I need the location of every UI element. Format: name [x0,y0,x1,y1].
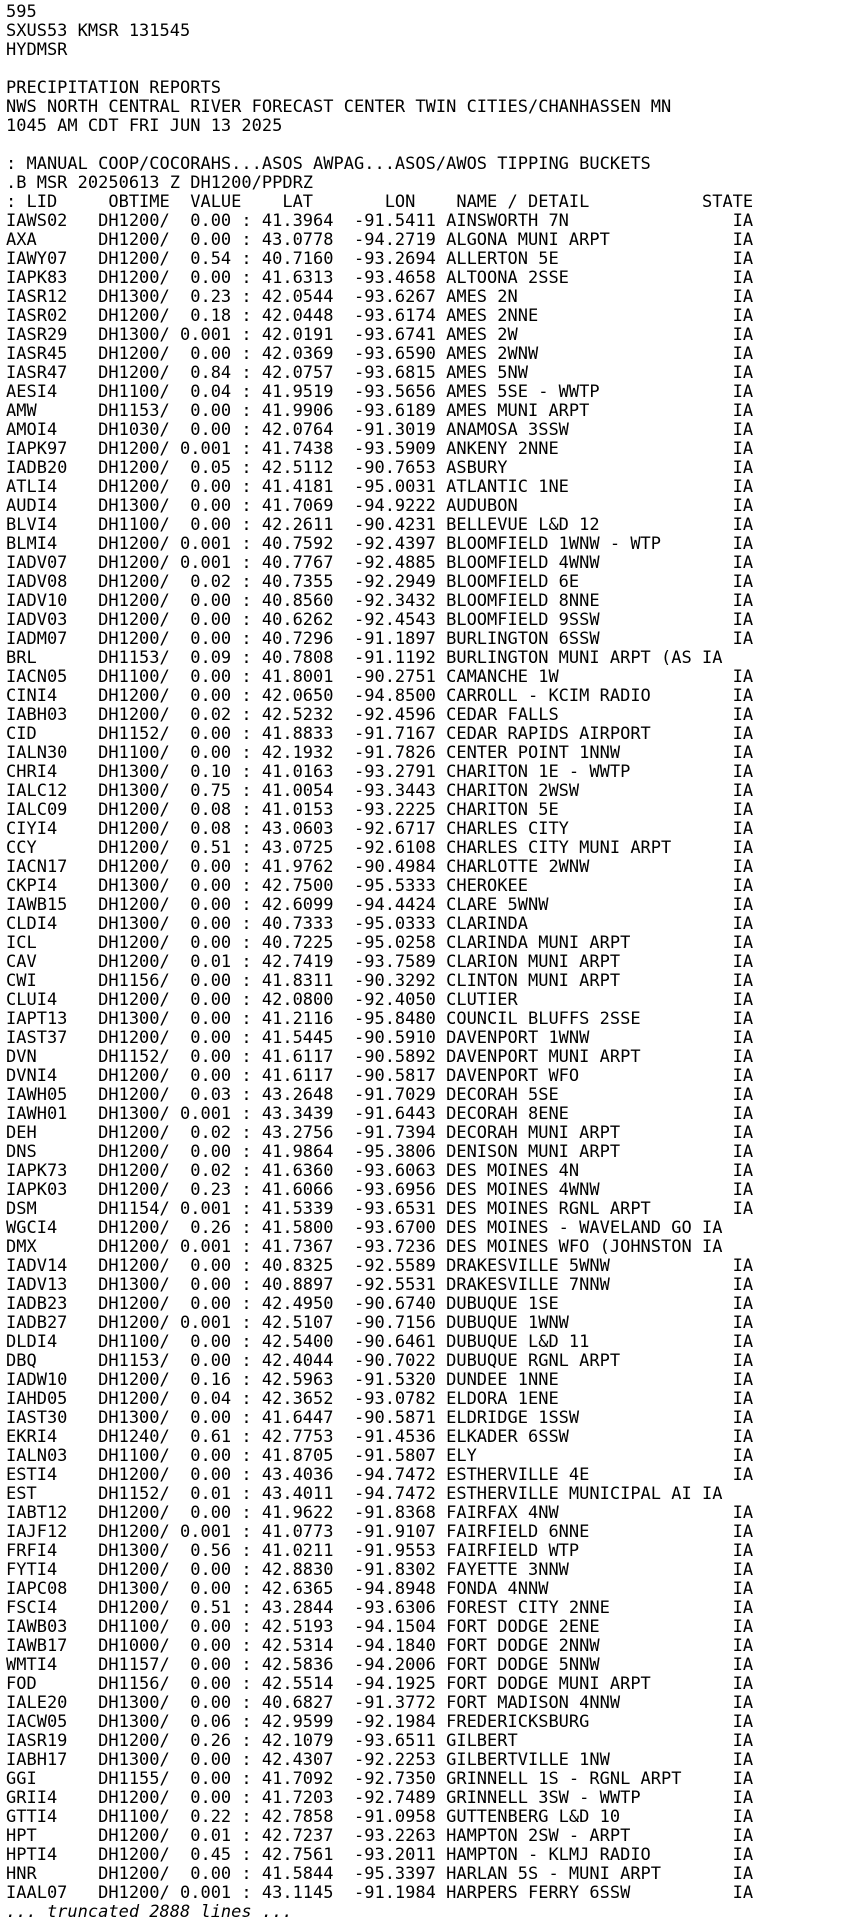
table-row: CKPI4 DH1300/ 0.00 : 42.7500 -95.5333 CHEROKEE IA [6,876,754,896]
table-row: AMOI4 DH1030/ 0.00 : 42.0764 -91.3019 ANAMOSA 3SSW IA [6,420,754,440]
table-row: CAV DH1200/ 0.01 : 42.7419 -93.7589 CLARION MUNI ARPT IA [6,952,754,972]
header-line: 595 [6,2,37,22]
table-row: DMX DH1200/ 0.001 : 41.7367 -93.7236 DES MOINES WFO (JOHNSTON IA [6,1237,723,1257]
table-row: IALE20 DH1300/ 0.00 : 40.6827 -91.3772 FORT MADISON 4NNW IA [6,1693,754,1713]
table-row: IADW10 DH1200/ 0.16 : 42.5963 -91.5320 DUNDEE 1NNE IA [6,1370,754,1390]
table-row: IAWB15 DH1200/ 0.00 : 42.6099 -94.4424 CLARE 5WNW IA [6,895,754,915]
table-row: WGCI4 DH1200/ 0.26 : 41.5800 -93.6700 DES MOINES - WAVELAND GO IA [6,1218,723,1238]
table-row: IADV08 DH1200/ 0.02 : 40.7355 -92.2949 BLOOMFIELD 6E IA [6,572,754,592]
table-row: ATLI4 DH1200/ 0.00 : 41.4181 -95.0031 ATLANTIC 1NE IA [6,477,754,497]
table-row: IACN17 DH1200/ 0.00 : 41.9762 -90.4984 CHARLOTTE 2WNW IA [6,857,754,877]
truncation-note: ... truncated 2888 lines ... [6,1902,293,1922]
table-row: ESTI4 DH1200/ 0.00 : 43.4036 -94.7472 ESTHERVILLE 4E IA [6,1465,754,1485]
table-row: CHRI4 DH1300/ 0.10 : 41.0163 -93.2791 CHARITON 1E - WWTP IA [6,762,754,782]
product-header [6,3,850,212]
table-row: GRII4 DH1200/ 0.00 : 41.7203 -92.7489 GRINNELL 3SW - WWTP IA [6,1788,754,1808]
table-row: IADB27 DH1200/ 0.001 : 42.5107 -90.7156 DUBUQUE 1WNW IA [6,1313,754,1333]
table-row: CLDI4 DH1300/ 0.00 : 40.7333 -95.0333 CLARINDA IA [6,914,754,934]
table-row: IADB23 DH1200/ 0.00 : 42.4950 -90.6740 DUBUQUE 1SE IA [6,1294,754,1314]
table-row: IALN30 DH1100/ 0.00 : 42.1932 -91.7826 CENTER POINT 1NNW IA [6,743,754,763]
table-row: DLDI4 DH1100/ 0.00 : 42.5400 -90.6461 DUBUQUE L&D 11 IA [6,1332,754,1352]
table-row: IALC12 DH1300/ 0.75 : 41.0054 -93.3443 CHARITON 2WSW IA [6,781,754,801]
table-row: IACW05 DH1300/ 0.06 : 42.9599 -92.1984 FREDERICKSBURG IA [6,1712,754,1732]
table-row: IASR47 DH1200/ 0.84 : 42.0757 -93.6815 AMES 5NW IA [6,363,754,383]
table-row: IADV03 DH1200/ 0.00 : 40.6262 -92.4543 BLOOMFIELD 9SSW IA [6,610,754,630]
table-row: GTTI4 DH1100/ 0.22 : 42.7858 -91.0958 GUTTENBERG L&D 10 IA [6,1807,754,1827]
table-row: IAWY07 DH1200/ 0.54 : 40.7160 -93.2694 ALLERTON 5E IA [6,249,754,269]
header-line: : MANUAL COOP/COCORAHS...ASOS AWPAG...ASOS/AWOS TIPPING BUCKETS [6,154,651,174]
column-header-line: : LID OBTIME VALUE LAT LON NAME / DETAIL STATE [6,192,754,212]
table-row: FRFI4 DH1300/ 0.56 : 41.0211 -91.9553 FAIRFIELD WTP IA [6,1541,754,1561]
table-row: DNS DH1200/ 0.00 : 41.9864 -95.3806 DENISON MUNI ARPT IA [6,1142,754,1162]
table-row: HPTI4 DH1200/ 0.45 : 42.7561 -93.2011 HAMPTON - KLMJ RADIO IA [6,1845,754,1865]
table-row: HPT DH1200/ 0.01 : 42.7237 -93.2263 HAMPTON 2SW - ARPT IA [6,1826,754,1846]
table-row: CID DH1152/ 0.00 : 41.8833 -91.7167 CEDAR RAPIDS AIRPORT IA [6,724,754,744]
table-row: IAPK73 DH1200/ 0.02 : 41.6360 -93.6063 DES MOINES 4N IA [6,1161,754,1181]
table-row: CINI4 DH1200/ 0.00 : 42.0650 -94.8500 CARROLL - KCIM RADIO IA [6,686,754,706]
table-row: HNR DH1200/ 0.00 : 41.5844 -95.3397 HARLAN 5S - MUNI ARPT IA [6,1864,754,1884]
table-row: DBQ DH1153/ 0.00 : 42.4044 -90.7022 DUBUQUE RGNL ARPT IA [6,1351,754,1371]
table-row: IAAL07 DH1200/ 0.001 : 43.1145 -91.1984 HARPERS FERRY 6SSW IA [6,1883,754,1903]
header-line: SXUS53 KMSR 131545 [6,21,191,41]
header-line: PRECIPITATION REPORTS [6,78,221,98]
table-row: IAHD05 DH1200/ 0.04 : 42.3652 -93.0782 ELDORA 1ENE IA [6,1389,754,1409]
header-line [6,60,850,79]
table-row: BLMI4 DH1200/ 0.001 : 40.7592 -92.4397 BLOOMFIELD 1WNW - WTP IA [6,534,754,554]
table-row: IADV07 DH1200/ 0.001 : 40.7767 -92.4885 BLOOMFIELD 4WNW IA [6,553,754,573]
table-row: BRL DH1153/ 0.09 : 40.7808 -91.1192 BURLINGTON MUNI ARPT (AS IA [6,648,723,668]
header-line: HYDMSR [6,40,68,60]
table-row: IASR12 DH1300/ 0.23 : 42.0544 -93.6267 AMES 2N IA [6,287,754,307]
table-row: IACN05 DH1100/ 0.00 : 41.8001 -90.2751 CAMANCHE 1W IA [6,667,754,687]
table-row: IAJF12 DH1200/ 0.001 : 41.0773 -91.9107 FAIRFIELD 6NNE IA [6,1522,754,1542]
header-line: .B MSR 20250613 Z DH1200/PPDRZ [6,173,314,193]
table-row: AESI4 DH1100/ 0.04 : 41.9519 -93.5656 AMES 5SE - WWTP IA [6,382,754,402]
table-row: DEH DH1200/ 0.02 : 43.2756 -91.7394 DECORAH MUNI ARPT IA [6,1123,754,1143]
table-row: IASR29 DH1300/ 0.001 : 42.0191 -93.6741 AMES 2W IA [6,325,754,345]
table-row: IAST30 DH1300/ 0.00 : 41.6447 -90.5871 ELDRIDGE 1SSW IA [6,1408,754,1428]
table-row: GGI DH1155/ 0.00 : 41.7092 -92.7350 GRINNELL 1S - RGNL ARPT IA [6,1769,754,1789]
table-row: IAWB17 DH1000/ 0.00 : 42.5314 -94.1840 FORT DODGE 2NNW IA [6,1636,754,1656]
table-row: IADB20 DH1200/ 0.05 : 42.5112 -90.7653 ASBURY IA [6,458,754,478]
table-row: IASR19 DH1200/ 0.26 : 42.1079 -93.6511 GILBERT IA [6,1731,754,1751]
table-row: AUDI4 DH1300/ 0.00 : 41.7069 -94.9222 AUDUBON IA [6,496,754,516]
table-row: IAWH05 DH1200/ 0.03 : 43.2648 -91.7029 DECORAH 5SE IA [6,1085,754,1105]
table-row: DVN DH1152/ 0.00 : 41.6117 -90.5892 DAVENPORT MUNI ARPT IA [6,1047,754,1067]
table-row: IAST37 DH1200/ 0.00 : 41.5445 -90.5910 DAVENPORT 1WNW IA [6,1028,754,1048]
table-row: FOD DH1156/ 0.00 : 42.5514 -94.1925 FORT DODGE MUNI ARPT IA [6,1674,754,1694]
table-row: AMW DH1153/ 0.00 : 41.9906 -93.6189 AMES MUNI ARPT IA [6,401,754,421]
header-line: 1045 AM CDT FRI JUN 13 2025 [6,116,283,136]
table-row: FYTI4 DH1200/ 0.00 : 42.8830 -91.8302 FAYETTE 3NNW IA [6,1560,754,1580]
table-row: IADM07 DH1200/ 0.00 : 40.7296 -91.1897 BURLINGTON 6SSW IA [6,629,754,649]
table-row: IADV13 DH1300/ 0.00 : 40.8897 -92.5531 DRAKESVILLE 7NNW IA [6,1275,754,1295]
table-row: IAPC08 DH1300/ 0.00 : 42.6365 -94.8948 FONDA 4NNW IA [6,1579,754,1599]
table-row: IALC09 DH1200/ 0.08 : 41.0153 -93.2225 CHARITON 5E IA [6,800,754,820]
table-row: CWI DH1156/ 0.00 : 41.8311 -90.3292 CLINTON MUNI ARPT IA [6,971,754,991]
table-row: IABT12 DH1200/ 0.00 : 41.9622 -91.8368 FAIRFAX 4NW IA [6,1503,754,1523]
table-row: CLUI4 DH1200/ 0.00 : 42.0800 -92.4050 CLUTIER IA [6,990,754,1010]
table-row: IAWS02 DH1200/ 0.00 : 41.3964 -91.5411 AINSWORTH 7N IA [6,211,754,231]
header-line: NWS NORTH CENTRAL RIVER FORECAST CENTER TWIN CITIES/CHANHASSEN MN [6,97,672,117]
table-row: EKRI4 DH1240/ 0.61 : 42.7753 -91.4536 ELKADER 6SSW IA [6,1427,754,1447]
table-row: IABH17 DH1300/ 0.00 : 42.4307 -92.2253 GILBERTVILLE 1NW IA [6,1750,754,1770]
table-row: IAWB03 DH1100/ 0.00 : 42.5193 -94.1504 FORT DODGE 2ENE IA [6,1617,754,1637]
table-row: AXA DH1200/ 0.00 : 43.0778 -94.2719 ALGONA MUNI ARPT IA [6,230,754,250]
table-row: IADV14 DH1200/ 0.00 : 40.8325 -92.5589 DRAKESVILLE 5WNW IA [6,1256,754,1276]
table-row: IAPK97 DH1200/ 0.001 : 41.7438 -93.5909 ANKENY 2NNE IA [6,439,754,459]
table-row: DSM DH1154/ 0.001 : 41.5339 -93.6531 DES MOINES RGNL ARPT IA [6,1199,754,1219]
table-row: EST DH1152/ 0.01 : 43.4011 -94.7472 ESTHERVILLE MUNICIPAL AI IA [6,1484,723,1504]
table-row: IASR45 DH1200/ 0.00 : 42.0369 -93.6590 AMES 2WNW IA [6,344,754,364]
header-line [6,136,850,155]
table-row: IAPK83 DH1200/ 0.00 : 41.6313 -93.4658 ALTOONA 2SSE IA [6,268,754,288]
report-table [6,212,850,1903]
table-row: BLVI4 DH1100/ 0.00 : 42.2611 -90.4231 BELLEVUE L&D 12 IA [6,515,754,535]
table-row: IAPK03 DH1200/ 0.23 : 41.6066 -93.6956 DES MOINES 4WNW IA [6,1180,754,1200]
table-row: WMTI4 DH1157/ 0.00 : 42.5836 -94.2006 FORT DODGE 5NNW IA [6,1655,754,1675]
table-row: IADV10 DH1200/ 0.00 : 40.8560 -92.3432 BLOOMFIELD 8NNE IA [6,591,754,611]
table-row: FSCI4 DH1200/ 0.51 : 43.2844 -93.6306 FOREST CITY 2NNE IA [6,1598,754,1618]
table-row: CIYI4 DH1200/ 0.08 : 43.0603 -92.6717 CHARLES CITY IA [6,819,754,839]
table-row: IALN03 DH1100/ 0.00 : 41.8705 -91.5807 ELY IA [6,1446,754,1466]
table-row: IABH03 DH1200/ 0.02 : 42.5232 -92.4596 CEDAR FALLS IA [6,705,754,725]
table-row: CCY DH1200/ 0.51 : 43.0725 -92.6108 CHARLES CITY MUNI ARPT IA [6,838,754,858]
table-row: IAPT13 DH1300/ 0.00 : 41.2116 -95.8480 COUNCIL BLUFFS 2SSE IA [6,1009,754,1029]
table-row: ICL DH1200/ 0.00 : 40.7225 -95.0258 CLARINDA MUNI ARPT IA [6,933,754,953]
table-row: IASR02 DH1200/ 0.18 : 42.0448 -93.6174 AMES 2NNE IA [6,306,754,326]
table-row: DVNI4 DH1200/ 0.00 : 41.6117 -90.5817 DAVENPORT WFO IA [6,1066,754,1086]
table-row: IAWH01 DH1300/ 0.001 : 43.3439 -91.6443 DECORAH 8ENE IA [6,1104,754,1124]
